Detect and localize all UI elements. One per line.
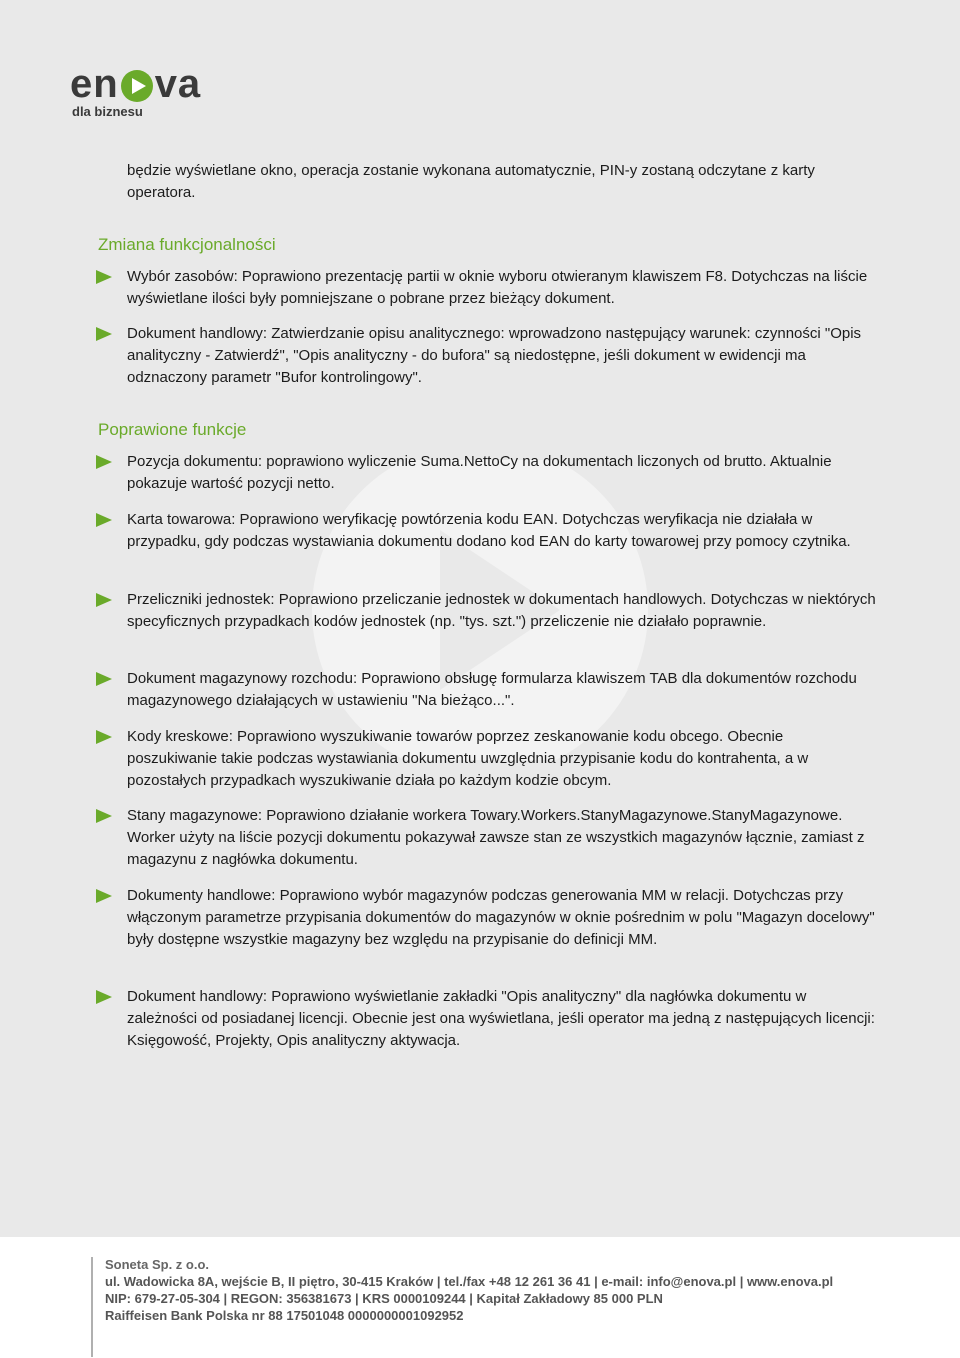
footer-address: ul. Wadowicka 8A, wejście B, II piętro, 30-415 Kraków | tel./fax +48 12 261 36 41 | e-mail: info@enova.pl | www.enova.pl	[105, 1274, 834, 1289]
list-item-text: Pozycja dokumentu: poprawiono wyliczenie Suma.NettoCy na dokumentach liczonych od brutto. Aktualnie pokazuje wartość pozycji netto.	[127, 453, 832, 492]
list-item-text: Przeliczniki jednostek: Poprawiono przeliczanie jednostek w dokumentach handlowych. Dotychczas w niektórych specyficznych przypadkach kodów jednostek (np. "tys. szt.") przeliczenie nie działało poprawnie.	[127, 591, 876, 630]
triangle-bullet-icon	[96, 270, 112, 284]
triangle-bullet-icon	[96, 672, 112, 686]
list-item-text: Wybór zasobów: Poprawiono prezentację partii w oknie wyboru otwieranym klawiszem F8. Dotychczas na liście wyświetlane ilości były pomniejszane o pobrane przez bieżący dokument.	[127, 268, 868, 307]
footer-contact-block	[105, 1256, 925, 1324]
logo-text-right: va	[154, 62, 202, 106]
triangle-bullet-icon	[96, 455, 112, 469]
logo-text-left: en	[70, 62, 119, 106]
footer-bank: Raiffeisen Bank Polska nr 88 17501048 0000000001092952	[105, 1308, 464, 1323]
triangle-bullet-icon	[96, 809, 112, 823]
list-item-text: Karta towarowa: Poprawiono weryfikację powtórzenia kodu EAN. Dotychczas weryfikacja nie działała w przypadku, gdy podczas wystawiania dokumentu dodano kod EAN do karty towarowej przy pomocy czytnika.	[127, 511, 851, 550]
list-item-text: Kody kreskowe: Poprawiono wyszukiwanie towarów poprzez zeskanowanie kodu obcego. Obecnie poszukiwanie takie podczas wystawiania dokumentu uwzględnia przypisanie kodu do kontrahenta, a w pozostałych przypadkach wyszukiwanie działa po każdym kodzie obcym.	[127, 728, 809, 789]
page-footer	[0, 1237, 960, 1358]
triangle-bullet-icon	[96, 513, 112, 527]
triangle-bullet-icon	[96, 730, 112, 744]
list-item-text: Dokument handlowy: Zatwierdzanie opisu analitycznego: wprowadzono następujący warunek: czynności "Opis analityczny - Zatwierdź", "Opis analityczny - do bufora" są niedostępne, jeśli dokument w ewidencji ma odznaczony parametr "Bufor kontrolingowy".	[127, 325, 862, 386]
triangle-bullet-icon	[96, 990, 112, 1004]
list-item-text: Dokument handlowy: Poprawiono wyświetlanie zakładki "Opis analityczny" dla nagłówka dokumentu w zależności od posiadanej licencji. Obecnie jest ona wyświetlana, jeśli operator ma jedną z następujących licencji: Księgowość, Projekty, Opis analityczny aktywacja.	[127, 988, 875, 1049]
intro-paragraph: będzie wyświetlane okno, operacja zostanie wykonana automatycznie, PIN-y zostaną odczytane z karty operatora.	[127, 162, 815, 201]
section-heading-fixes: Poprawione funkcje	[98, 420, 247, 439]
triangle-bullet-icon	[96, 327, 112, 341]
triangle-bullet-icon	[96, 889, 112, 903]
footer-company: Soneta Sp. z o.o.	[105, 1257, 210, 1272]
footer-registry: NIP: 679-27-05-304 | REGON: 356381673 | KRS 0000109244 | Kapitał Zakładowy 85 000 PLN	[105, 1291, 663, 1306]
list-item-text: Dokument magazynowy rozchodu: Poprawiono obsługę formularza klawiszem TAB dla dokumentów rozchodu magazynowego działających w ustawieniu "Na bieżąco...".	[127, 670, 857, 709]
list-item-text: Stany magazynowe: Poprawiono działanie workera Towary.Workers.StanyMagazynowe.StanyMagazynowe. Worker użyty na liście pozycji dokumentu pokazywał zawsze stan ze wszystkich magazynów łącznie, zamiast z magazynu z nagłówka dokumentu.	[127, 807, 865, 868]
footer-divider	[91, 1257, 93, 1357]
triangle-bullet-icon	[96, 593, 112, 607]
section-heading-changes: Zmiana funkcjonalności	[98, 235, 276, 254]
logo-tagline: dla biznesu	[72, 104, 143, 119]
list-item-text: Dokumenty handlowe: Poprawiono wybór magazynów podczas generowania MM w relacji. Dotychczas przy włączonym parametrze przypisania dokumentów do magazynów w oknie pośrednim w polu "Magazyn docelowy" były dostępne wszystkie magazyny bez względu na przypisanie do definicji MM.	[127, 887, 875, 948]
